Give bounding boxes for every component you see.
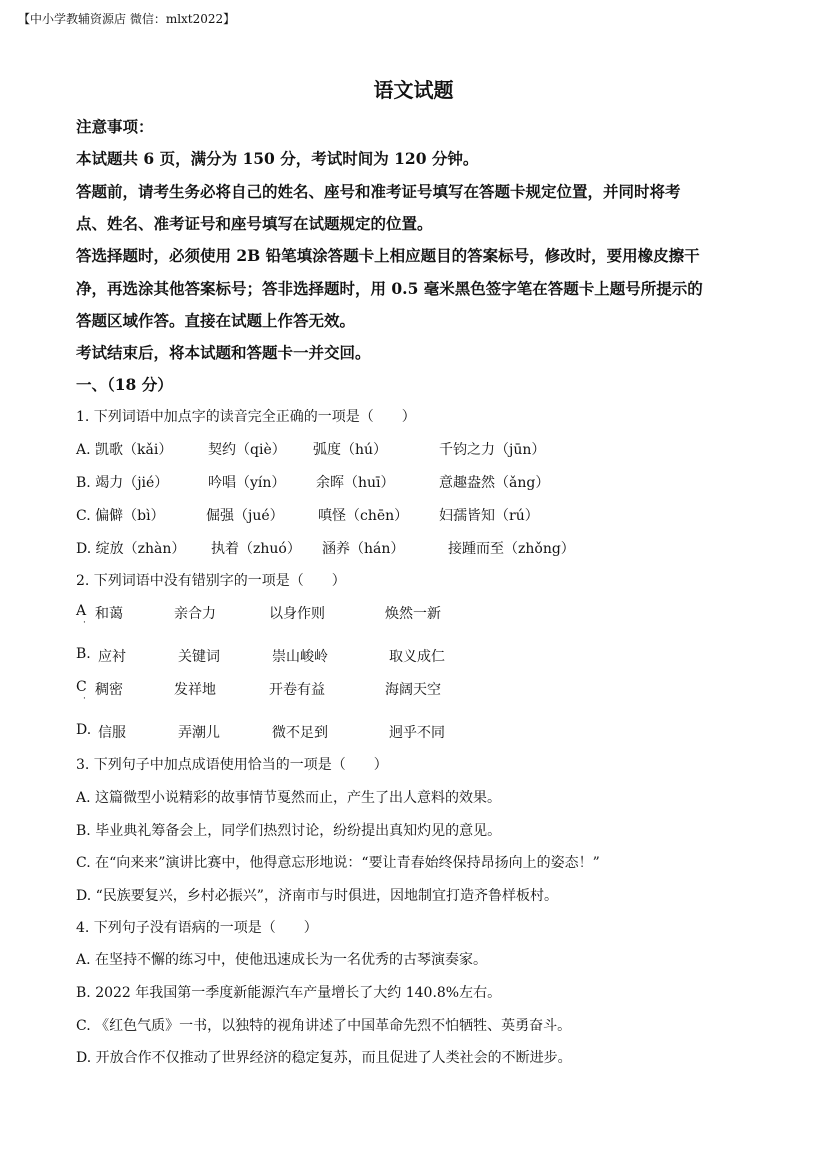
question-stem: 1. 下列词语中加点字的读音完全正确的一项是（ ） — [76, 409, 416, 425]
notice-line: 答题前，请考生务必将自己的姓名、座号和准考证号填写在答题卡规定位置，并同时将考 — [76, 182, 681, 201]
question-stem: 2. 下列词语中没有错别字的一项是（ ） — [76, 573, 346, 589]
question-option: C. 在“向来来”演讲比赛中，他得意忘形地说：“要让青春始终保持昂扬向上的姿态！” — [76, 855, 600, 871]
notice-line: 点、姓名、准考证号和座号填写在试题规定的位置。 — [76, 214, 433, 233]
question-stem: 4. 下列句子没有语病的一项是（ ） — [76, 920, 318, 936]
option-cell: 意趣盎然（ǎng） — [439, 475, 550, 491]
emphasis-dot: · — [83, 618, 86, 628]
option-cell: 应衬 — [98, 649, 126, 665]
option-cell: 嗔怪（chēn） — [318, 508, 409, 524]
notice-line: 考试结束后，将本试题和答题卡一并交回。 — [76, 343, 371, 362]
option-cell: 涵养（hán） — [322, 541, 405, 557]
page-title: 语文试题 — [373, 78, 454, 102]
option-cell: 海阔天空 — [385, 682, 441, 698]
option-cell: A. 凯歌（kǎi） — [76, 442, 173, 458]
question-stem: 3. 下列句子中加点成语使用恰当的一项是（ ） — [76, 757, 388, 773]
option-cell: 信服 — [98, 725, 126, 741]
option-cell: 接踵而至（zhǒng） — [448, 541, 575, 557]
option-cell: D. 绽放（zhàn） — [76, 541, 186, 557]
option-cell: C. 偏僻（bì） — [76, 508, 165, 524]
section-heading: 一、（18 分） — [76, 375, 173, 394]
option-cell: 稠密 — [95, 682, 123, 698]
option-cell: 吟唱（yín） — [208, 475, 286, 491]
notice-line: 答选择题时，必须使用 2B 铅笔填涂答题卡上相应题目的答案标号，修改时，要用橡皮擦干 — [76, 246, 700, 265]
question-option: C. 《红色气质》一书，以独特的视角讲述了中国革命先烈不怕牺牲、英勇奋斗。 — [76, 1018, 572, 1034]
notice-heading: 注意事项： — [76, 117, 154, 136]
question-option: D. “民族要复兴，乡村必振兴”，济南市与时俱进，因地制宜打造齐鲁样板村。 — [76, 888, 558, 904]
option-cell: B. 竭力（jié） — [76, 475, 169, 491]
option-cell: 开卷有益 — [269, 682, 325, 698]
question-option: A. 在坚持不懈的练习中，使他迅速成长为一名优秀的古琴演奏家。 — [76, 952, 488, 968]
question-option: A. 这篇微型小说精彩的故事情节戛然而止，产生了出人意料的效果。 — [76, 790, 502, 806]
option-letter: B. — [76, 646, 91, 662]
option-cell: 迥乎不同 — [389, 725, 445, 741]
option-cell: 亲合力 — [174, 606, 216, 622]
option-cell: 微不足到 — [272, 725, 328, 741]
notice-line: 净，再选涂其他答案标号；答非选择题时，用 0.5 毫米黑色签字笔在答题卡上题号所提示的 — [76, 279, 703, 298]
option-cell: 崇山峻岭 — [272, 649, 328, 665]
notice-line: 本试题共 6 页，满分为 150 分，考试时间为 120 分钟。 — [76, 149, 479, 168]
question-option: B. 2022 年我国第一季度新能源汽车产量增长了大约 140.8%左右。 — [76, 985, 502, 1001]
question-option: D. 开放合作不仅推动了世界经济的稳定复苏，而且促进了人类社会的不断进步。 — [76, 1050, 572, 1066]
option-cell: 执着（zhuó） — [211, 541, 301, 557]
option-cell: 余晖（huī） — [316, 475, 395, 491]
question-option: B. 毕业典礼筹备会上，同学们热烈讨论，纷纷提出真知灼见的意见。 — [76, 823, 502, 839]
option-letter: A — [76, 603, 87, 619]
option-letter: C — [76, 679, 87, 695]
page-header: 【中小学教辅资源店 微信：mlxt2022】 — [18, 12, 236, 26]
option-cell: 关键词 — [178, 649, 220, 665]
emphasis-dot: · — [83, 694, 86, 704]
option-cell: 弄潮儿 — [178, 725, 220, 741]
option-cell: 发祥地 — [174, 682, 216, 698]
option-cell: 和蔼 — [95, 606, 123, 622]
option-cell: 千钧之力（jūn） — [439, 442, 546, 458]
option-letter: D. — [76, 722, 92, 738]
option-cell: 弧度（hú） — [313, 442, 388, 458]
option-cell: 契约（qiè） — [208, 442, 286, 458]
option-cell: 妇孺皆知（rú） — [439, 508, 539, 524]
option-cell: 焕然一新 — [385, 606, 441, 622]
option-cell: 倔强（jué） — [206, 508, 284, 524]
option-cell: 以身作则 — [269, 606, 325, 622]
notice-line: 答题区域作答。直接在试题上作答无效。 — [76, 311, 356, 330]
option-cell: 取义成仁 — [389, 649, 445, 665]
